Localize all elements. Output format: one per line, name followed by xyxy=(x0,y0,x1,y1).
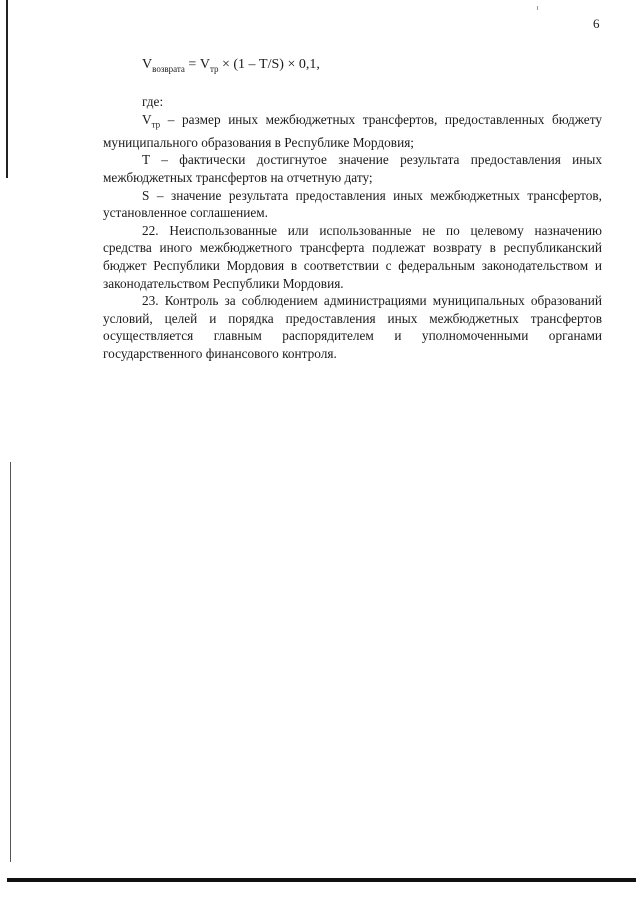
paragraph-22: 22. Неиспользованные или использованные не по целевому назначению средства иного межбюджетного трансферта подлежат возврату в республиканский бюджет Республики Мордовия в соответствии с федеральным законодательством и законодательством Республики Мордовия. xyxy=(103,222,602,291)
formula-lhs-symbol: V xyxy=(142,57,153,72)
definition-v-symbol: V xyxy=(142,111,152,127)
return-formula xyxy=(142,57,320,74)
definition-v-subscript: тр xyxy=(151,119,161,130)
page-number: 6 xyxy=(593,16,600,31)
formula-equals: = xyxy=(184,57,200,72)
formula-lhs-subscript: возврата xyxy=(152,63,185,74)
scan-edge-line xyxy=(6,0,8,178)
formula-rhs-subscript: тр xyxy=(209,63,219,74)
formula-rhs-symbol: V xyxy=(199,57,210,72)
definition-v-text: – размер иных межбюджетных трансфертов, предоставленных бюджету муниципального образования в Республике Мордовия; xyxy=(103,111,602,150)
definition-v xyxy=(103,111,602,152)
definition-s: S – значение результата предоставления иных межбюджетных трансфертов, установленное соглашением. xyxy=(103,187,602,221)
scan-edge-line xyxy=(10,462,11,862)
definition-t: T – фактически достигнутое значение результата предоставления иных межбюджетных трансфертов на отчетную дату; xyxy=(103,152,602,186)
where-label: где: xyxy=(142,94,164,109)
scan-bottom-line xyxy=(7,878,636,882)
formula-rhs-rest: × (1 – T/S) × 0,1, xyxy=(218,57,320,72)
document-body xyxy=(103,93,602,363)
paragraph-23: 23. Контроль за соблюдением администрациями муниципальных образований условий, целей и порядка предоставления иных межбюджетных трансфертов осуществляется главным распорядителем и уполномоченными органами государственного финансового контроля. xyxy=(103,293,602,361)
scan-speck xyxy=(537,6,538,10)
